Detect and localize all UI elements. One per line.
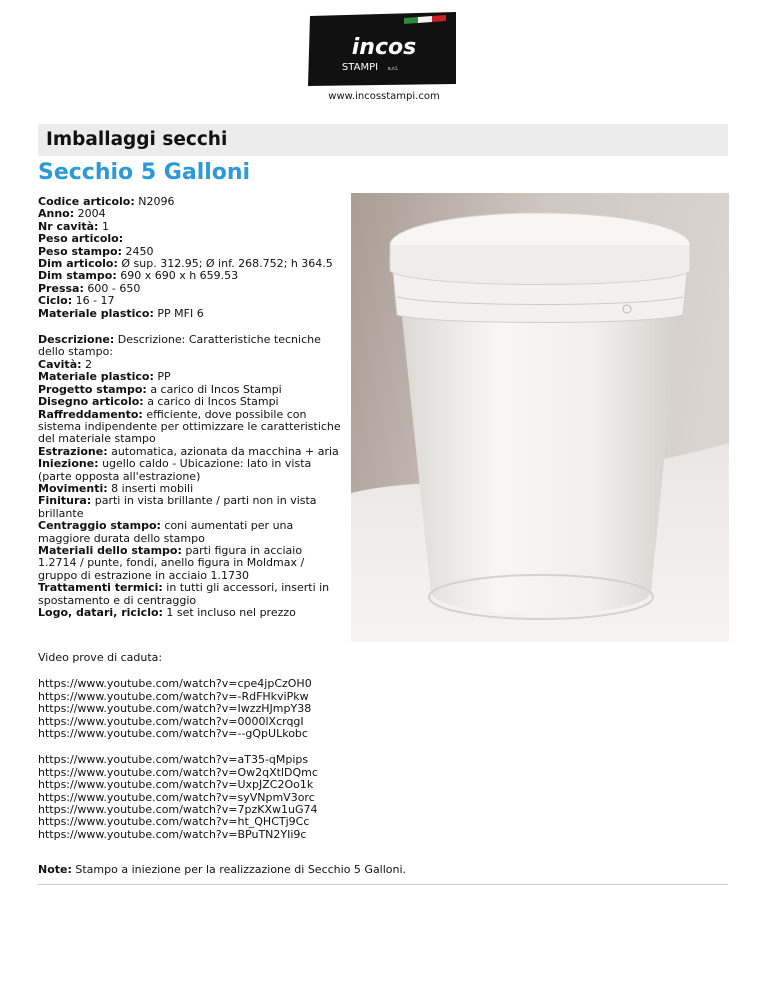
spec-label: Materiale plastico: (38, 306, 154, 320)
video-link[interactable]: https://www.youtube.com/watch?v=-RdFHkviPkw (38, 689, 309, 703)
description-value: 1 set incluso nel prezzo (166, 606, 296, 619)
category-header (38, 124, 728, 156)
divider (38, 884, 728, 885)
spec-value: 600 - 650 (87, 281, 141, 295)
description-row (38, 582, 343, 607)
description-value: ugello caldo - Ubicazione: lato in vista (parte opposta all'estrazione) (38, 457, 312, 483)
description-value: efficiente, dove possibile con sistema indipendente per ottimizzare le caratteristiche del materiale stampo (38, 407, 341, 446)
description-label: Estrazione: (38, 444, 108, 458)
spec-label: Ciclo: (38, 294, 73, 308)
description-value: PP (157, 370, 171, 384)
description-label: Finitura: (38, 494, 92, 508)
site-url[interactable]: www.incosstampi.com (328, 91, 440, 102)
description-label: Progetto stampo: (38, 382, 147, 396)
description-value: parti figura in acciaio 1.2714 / punte, fondi, anello figura in Moldmax / gruppo di estrazione in acciaio 1.1730 (38, 543, 305, 582)
note-text: Stampo a iniezione per la realizzazione di Secchio 5 Galloni. (75, 863, 407, 877)
spec-label: Pressa: (38, 281, 84, 295)
description-row (38, 545, 343, 582)
note (38, 864, 728, 876)
description-label: Cavità: (38, 357, 82, 371)
video-link[interactable]: https://www.youtube.com/watch?v=7pzKXw1uG74 (38, 803, 318, 817)
video-link[interactable]: https://www.youtube.com/watch?v=aT35-qMpips (38, 753, 309, 767)
category-title: Imballaggi secchi (46, 129, 228, 150)
description-list (38, 334, 343, 619)
spec-label: Dim stampo: (38, 269, 117, 283)
spec-label: Anno: (38, 207, 75, 221)
logo-sub-suffix: s.r.l. (388, 66, 399, 72)
description-value: in tutti gli accessori, inserti in spostamento e di centraggio (38, 581, 330, 607)
logo-wordmark: incos (351, 35, 417, 60)
spec-value: PP MFI 6 (157, 306, 204, 320)
spec-value: Ø sup. 312.95; Ø inf. 268.752; h 364.5 (121, 257, 333, 271)
description-value: coni aumentati per una maggiore durata dello stampo (38, 519, 294, 545)
spec-list (38, 196, 343, 320)
video-link[interactable]: https://www.youtube.com/watch?v=BPuTN2YIi9c (38, 827, 307, 841)
video-link[interactable]: https://www.youtube.com/watch?v=0000lXcrqgI (38, 714, 304, 728)
company-logo (306, 10, 460, 88)
description-value: automatica, azionata da macchina + aria (111, 444, 339, 458)
description-value: 2 (85, 357, 93, 371)
description-row (38, 458, 343, 483)
description-row (38, 409, 343, 446)
note-label: Note: (38, 863, 72, 877)
description-label: Disegno articolo: (38, 395, 144, 409)
spec-value: 2004 (77, 207, 106, 221)
spec-label: Nr cavità: (38, 219, 99, 233)
description-label: Materiali dello stampo: (38, 543, 182, 557)
logo-sub: STAMPI (341, 62, 379, 73)
description-label: Movimenti: (38, 481, 108, 495)
description-label: Raffreddamento: (38, 407, 143, 421)
description-value: a carico di Incos Stampi (147, 395, 279, 409)
product-info (38, 196, 343, 619)
product-title: Secchio 5 Galloni (38, 160, 251, 185)
description-label: Descrizione: (38, 333, 115, 347)
video-link[interactable]: https://www.youtube.com/watch?v=ht_QHCTj9Cc (38, 815, 310, 829)
description-row (38, 520, 343, 545)
spec-value: 690 x 690 x h 659.53 (120, 269, 239, 283)
video-link[interactable]: https://www.youtube.com/watch?v=IwzzHJmpY38 (38, 702, 312, 716)
video-link[interactable]: https://www.youtube.com/watch?v=UxpJZC2Oo1k (38, 778, 314, 792)
spec-label: Codice articolo: (38, 195, 135, 208)
video-links-b (38, 754, 728, 841)
description-value: 8 inserti mobili (111, 481, 194, 495)
product-photo (351, 193, 729, 642)
description-value: parti in vista brillante / parti non in vista brillante (38, 494, 317, 520)
video-link[interactable]: https://www.youtube.com/watch?v=syVNpmV3orc (38, 790, 315, 804)
description-label: Centraggio stampo: (38, 519, 161, 533)
description-row (38, 334, 343, 359)
video-heading: Video prove di caduta: (38, 651, 163, 664)
spec-value: 16 - 17 (75, 294, 115, 308)
description-label: Iniezione: (38, 457, 99, 471)
spec-label: Peso articolo: (38, 232, 124, 246)
description-value: Descrizione: Caratteristiche tecniche dello stampo: (38, 333, 321, 359)
description-row (38, 607, 343, 619)
spec-value: 2450 (125, 244, 154, 258)
description-label: Logo, datari, riciclo: (38, 606, 163, 619)
video-link[interactable]: https://www.youtube.com/watch?v=--gQpULkobc (38, 727, 308, 741)
video-link[interactable]: https://www.youtube.com/watch?v=cpe4jpCzOH0 (38, 677, 312, 691)
video-links-a (38, 678, 728, 740)
spec-label: Peso stampo: (38, 244, 122, 258)
description-value: a carico di Incos Stampi (150, 382, 282, 396)
spec-label: Dim articolo: (38, 257, 118, 271)
video-link[interactable]: https://www.youtube.com/watch?v=Ow2qXtlDQmc (38, 765, 318, 779)
description-label: Trattamenti termici: (38, 581, 163, 595)
spec-row (38, 308, 343, 320)
description-label: Materiale plastico: (38, 370, 154, 384)
spec-value: 1 (101, 219, 109, 233)
description-row (38, 495, 343, 520)
spec-value: N2096 (138, 195, 175, 208)
lower-section (38, 652, 728, 877)
